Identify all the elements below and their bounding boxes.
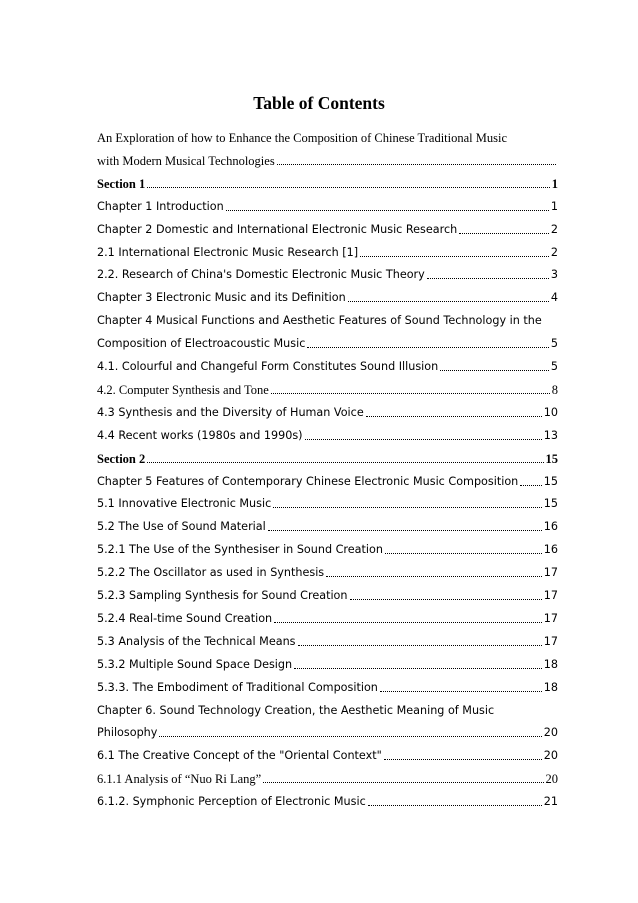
toc-entry[interactable] <box>97 655 558 673</box>
toc-entry[interactable] <box>97 220 558 238</box>
toc-entry[interactable] <box>97 243 558 261</box>
dot-leader <box>385 553 542 554</box>
dot-leader <box>298 645 542 646</box>
toc-entry[interactable] <box>97 723 558 741</box>
toc-entry-title: 4.4 Recent works (1980s and 1990s) <box>97 428 303 442</box>
toc-entry-title: Chapter 1 Introduction <box>97 199 224 213</box>
toc-entry[interactable] <box>97 472 558 490</box>
toc-entry-title: Chapter 3 Electronic Music and its Definition <box>97 291 346 305</box>
toc-entry-title: 5.3.2 Multiple Sound Space Design <box>97 657 293 671</box>
toc-entry[interactable] <box>97 334 558 352</box>
dot-leader <box>368 805 542 806</box>
toc-page-number: 15 <box>545 451 558 466</box>
toc-entry[interactable] <box>97 426 558 444</box>
toc-entry-title: An Exploration of how to Enhance the Composition of Chinese Traditional Music <box>97 131 508 145</box>
toc-entry[interactable] <box>97 494 558 512</box>
toc-entry-title: 4.1. Colourful and Changeful Form Constitutes Sound Illusion <box>97 360 439 373</box>
dot-leader <box>384 759 542 760</box>
toc-page-number: 3 <box>550 268 558 282</box>
toc-entry-title: Composition of Electroacoustic Music <box>97 337 306 351</box>
toc-entry-title: 5.3 Analysis of the Technical Means <box>97 634 296 648</box>
toc-page-number: 16 <box>543 520 558 534</box>
toc-entry-title: 2.1 International Electronic Music Research [1] <box>97 245 359 259</box>
toc-page-number: 1 <box>551 176 558 191</box>
toc-entry-title: Section 1 <box>97 176 146 191</box>
toc-entry-title: Philosophy <box>97 726 158 740</box>
toc-entry-title: 5.2.4 Real-time Sound Creation <box>97 611 273 625</box>
toc-page-number: 17 <box>543 589 558 602</box>
toc-page-number: 2 <box>550 245 558 259</box>
toc-entry[interactable] <box>97 792 558 810</box>
dot-leader <box>307 347 549 348</box>
toc-entry[interactable] <box>97 197 558 215</box>
toc-page-number: 4 <box>550 291 558 305</box>
toc-entry[interactable] <box>97 632 558 650</box>
toc-entry[interactable] <box>97 265 558 283</box>
toc-entry-title: 5.3.3. The Embodiment of Traditional Composition <box>97 680 378 694</box>
toc-entry[interactable] <box>97 380 558 398</box>
toc-page-number: 5 <box>550 360 558 373</box>
toc-entry[interactable] <box>97 174 558 192</box>
toc-page-number: 17 <box>543 634 558 648</box>
toc-entry[interactable] <box>97 311 558 329</box>
toc-entry-title: 6.1.1 Analysis of “Nuo Ri Lang” <box>97 772 262 787</box>
toc-entry-title: Chapter 6. Sound Technology Creation, the Aesthetic Meaning of Music <box>97 703 495 717</box>
toc-entry-title: 5.2.2 The Oscillator as used in Synthesis <box>97 566 325 580</box>
toc-page-number: 18 <box>543 680 558 694</box>
toc-entry-title: Section 2 <box>97 451 146 466</box>
dot-leader <box>147 187 549 188</box>
toc-entry-title: Chapter 4 Musical Functions and Aesthetic Features of Sound Technology in the <box>97 314 542 328</box>
dot-leader <box>274 622 542 623</box>
toc-page-number: 21 <box>543 795 558 809</box>
toc-page-number: 20 <box>545 772 558 787</box>
toc-page-number: 13 <box>543 428 558 442</box>
toc-page-number: 20 <box>543 749 558 763</box>
dot-leader <box>273 507 542 508</box>
dot-leader <box>366 416 542 417</box>
toc-page-number: 17 <box>543 611 558 625</box>
toc-entry[interactable] <box>97 151 558 169</box>
toc-entry-title: Chapter 2 Domestic and International Electronic Music Research <box>97 222 458 236</box>
dot-leader <box>350 599 542 600</box>
toc-page-number: 2 <box>550 222 558 236</box>
toc-entry[interactable] <box>97 540 558 558</box>
toc-entry-title: Chapter 5 Features of Contemporary Chinese Electronic Music Composition <box>97 474 519 488</box>
toc-entry-title: with Modern Musical Technologies <box>97 153 275 168</box>
toc-entry[interactable] <box>97 449 558 467</box>
dot-leader <box>440 370 549 371</box>
toc-page-number: 16 <box>543 543 558 557</box>
toc-page-number: 17 <box>543 566 558 580</box>
toc-entry-title: 6.1 The Creative Concept of the "Oriental Context" <box>97 749 382 763</box>
toc-entry[interactable] <box>97 288 558 306</box>
dot-leader <box>380 691 542 692</box>
toc-entry-title: 4.2. Computer Synthesis and Tone <box>97 382 269 397</box>
toc-entry[interactable] <box>97 403 558 421</box>
toc-entry-title: 5.1 Innovative Electronic Music <box>97 497 272 511</box>
dot-leader <box>271 393 550 394</box>
dot-leader <box>277 164 556 165</box>
toc-entry[interactable] <box>97 769 558 787</box>
toc-entry-title: 5.2.1 The Use of the Synthesiser in Sound Creation <box>97 543 383 557</box>
toc-entry-title: 4.3 Synthesis and the Diversity of Human Voice <box>97 405 364 419</box>
dot-leader <box>348 301 549 302</box>
toc-entry-title: 2.2. Research of China's Domestic Electronic Music Theory <box>97 268 425 282</box>
toc-page-number: 20 <box>543 726 558 740</box>
toc-entry[interactable] <box>97 357 558 375</box>
toc-page-number: 15 <box>543 497 558 511</box>
toc-page-number: 5 <box>550 337 558 351</box>
toc-entry[interactable] <box>97 128 558 146</box>
toc-entry-title: 6.1.2. Symphonic Perception of Electronic Music <box>97 795 366 809</box>
dot-leader <box>326 576 542 577</box>
dot-leader <box>268 530 542 531</box>
page-title: Table of Contents <box>253 93 385 113</box>
dot-leader <box>520 485 541 486</box>
dot-leader <box>427 278 549 279</box>
dot-leader <box>159 736 541 737</box>
dot-leader <box>263 782 543 783</box>
dot-leader <box>226 210 549 211</box>
dot-leader <box>147 462 543 463</box>
toc-entry[interactable] <box>97 746 558 764</box>
toc-entry[interactable] <box>97 586 558 604</box>
toc-entry[interactable] <box>97 678 558 696</box>
toc-entry[interactable] <box>97 563 558 581</box>
toc-page-number: 10 <box>543 405 558 419</box>
toc-page-number: 8 <box>551 382 558 397</box>
toc-entry[interactable] <box>97 609 558 627</box>
toc-entry[interactable] <box>97 517 558 535</box>
toc-entry[interactable] <box>97 701 558 719</box>
toc-page-number: 15 <box>543 474 558 488</box>
dot-leader <box>459 233 549 234</box>
toc-entry-title: 5.2.3 Sampling Synthesis for Sound Creation <box>97 589 348 602</box>
toc-page-number: 1 <box>550 199 558 213</box>
toc-page-number: 18 <box>543 657 558 671</box>
dot-leader <box>305 439 542 440</box>
toc-entry-title: 5.2 The Use of Sound Material <box>97 520 266 534</box>
dot-leader <box>360 256 549 257</box>
dot-leader <box>294 668 542 669</box>
